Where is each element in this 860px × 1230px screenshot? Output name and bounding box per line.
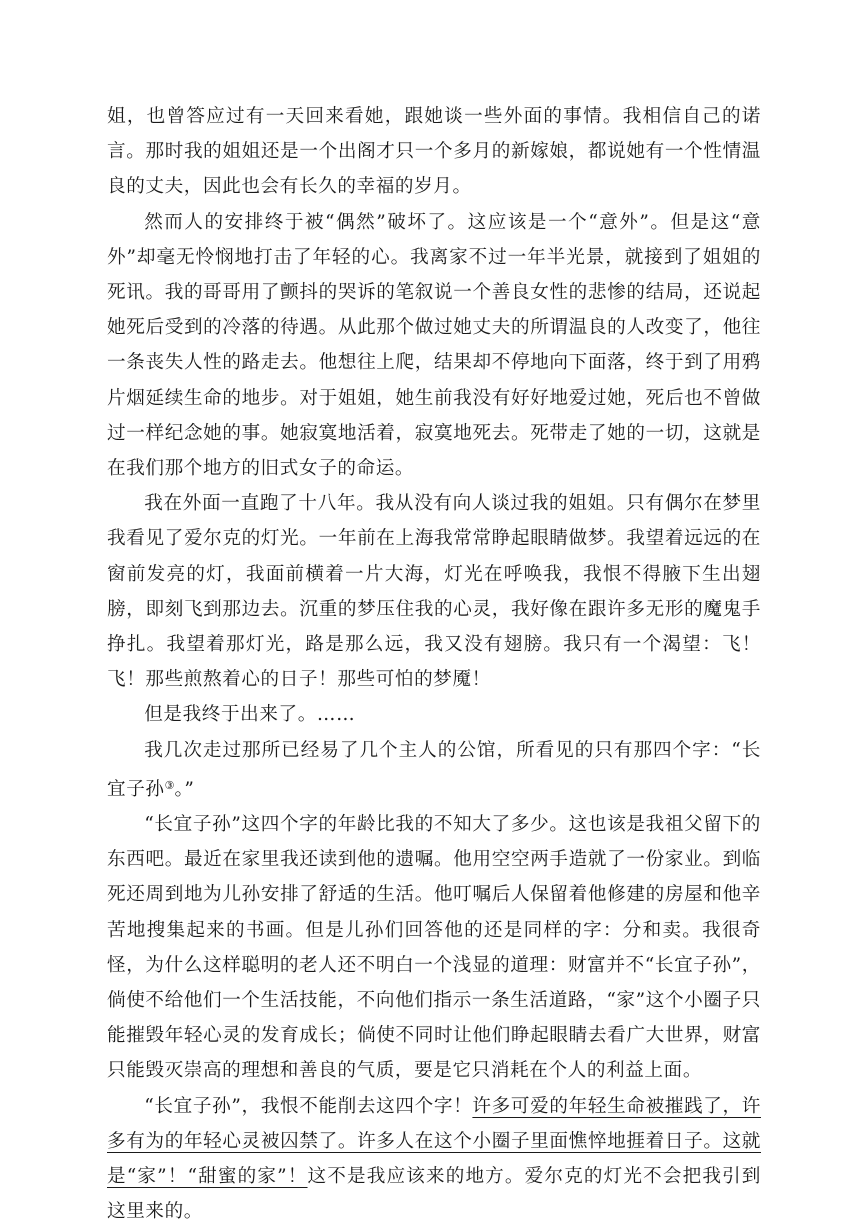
underlined-passage: 许多可爱的年轻生命被摧践了，许多有为的年轻心灵被囚禁了。许多人在这个小圈子里面憔悴地捱着日子。这就是“家”！“甜蜜的家”！	[107, 1095, 761, 1188]
paragraph-5-text: 我几次走过那所已经易了几个主人的公馆，所看见的只有那四个字：“长宜子孙	[107, 739, 761, 800]
paragraph-3: 我在外面一直跑了十八年。我从没有向人谈过我的姐姐。只有偶尔在梦里我看见了爱尔克的灯光。一年前在上海我常常睁起眼睛做梦。我望着远远的在窗前发亮的灯，我面前横着一片大海，灯光在呼唤我，我恨不得腋下生出翅膀，即刻飞到那边去。沉重的梦压住我的心灵，我好像在跟许多无形的魔鬼手挣扎。我望着那灯光，路是那么远，我又没有翅膀。我只有一个渴望：飞！飞！那些煎熬着心的日子！那些可怕的梦魇！	[107, 493, 761, 691]
paragraph-4: 但是我终于出来了。……	[144, 704, 356, 726]
paragraph-5	[107, 733, 761, 807]
paragraph-2: 然而人的安排终于被“偶然”破坏了。这应该是一个“意外”。但是这“意外”却毫无怜悯地打击了年轻的心。我离家不过一年半光景，就接到了姐姐的死讯。我的哥哥用了颤抖的哭诉的笔叙说一个善良女性的悲惨的结局，还说起她死后受到的冷落的待遇。从此那个做过她丈夫的所谓温良的人改变了，他往一条丧失人性的路走去。他想往上爬，结果却不停地向下面落，终于到了用鸦片烟延续生命的地步。对于姐姐，她生前我没有好好地爱过她，死后也不曾做过一样纪念她的事。她寂寞地活着，寂寞地死去。死带走了她的一切，这就是在我们那个地方的旧式女子的命运。	[107, 211, 761, 480]
document-page	[107, 99, 761, 1230]
paragraph-1: 姐，也曾答应过有一天回来看她，跟她谈一些外面的事情。我相信自己的诺言。那时我的姐姐还是一个出阁才只一个多月的新嫁娘，都说她有一个性情温良的丈夫，因此也会有长久的幸福的岁月。	[107, 106, 761, 198]
paragraph-6: “长宜子孙”这四个字的年龄比我的不知大了多少。这也该是我祖父留下的东西吧。最近在家里我还读到他的遗嘱。他用空空两手造就了一份家业。到临死还周到地为儿孙安排了舒适的生活。他叮嘱后人保留着他修建的房屋和他辛苦地搜集起来的书画。但是儿孙们回答他的还是同样的字：分和卖。我很奇怪，为什么这样聪明的老人还不明白一个浅显的道理：财富并不“长宜子孙”，倘使不给他们一个生活技能，不向他们指示一条生活道路，“家”这个小圈子只能摧毁年轻心灵的发育成长；倘使不同时让他们睁起眼睛去看广大世界，财富只能毁灭崇高的理想和善良的气质，要是它只消耗在个人的利益上面。	[107, 814, 761, 1082]
paragraph-7-tail: 这不是我应该来的地方。爱尔克的灯光不会把我引到这里来的。	[107, 1166, 761, 1223]
footnote-marker: ③	[164, 778, 175, 792]
paragraph-7-lead: “长宜子孙”，我恨不能削去这四个字！	[144, 1095, 473, 1117]
paragraph-5-closing: 。”	[174, 778, 195, 800]
paragraph-7	[107, 1089, 761, 1230]
